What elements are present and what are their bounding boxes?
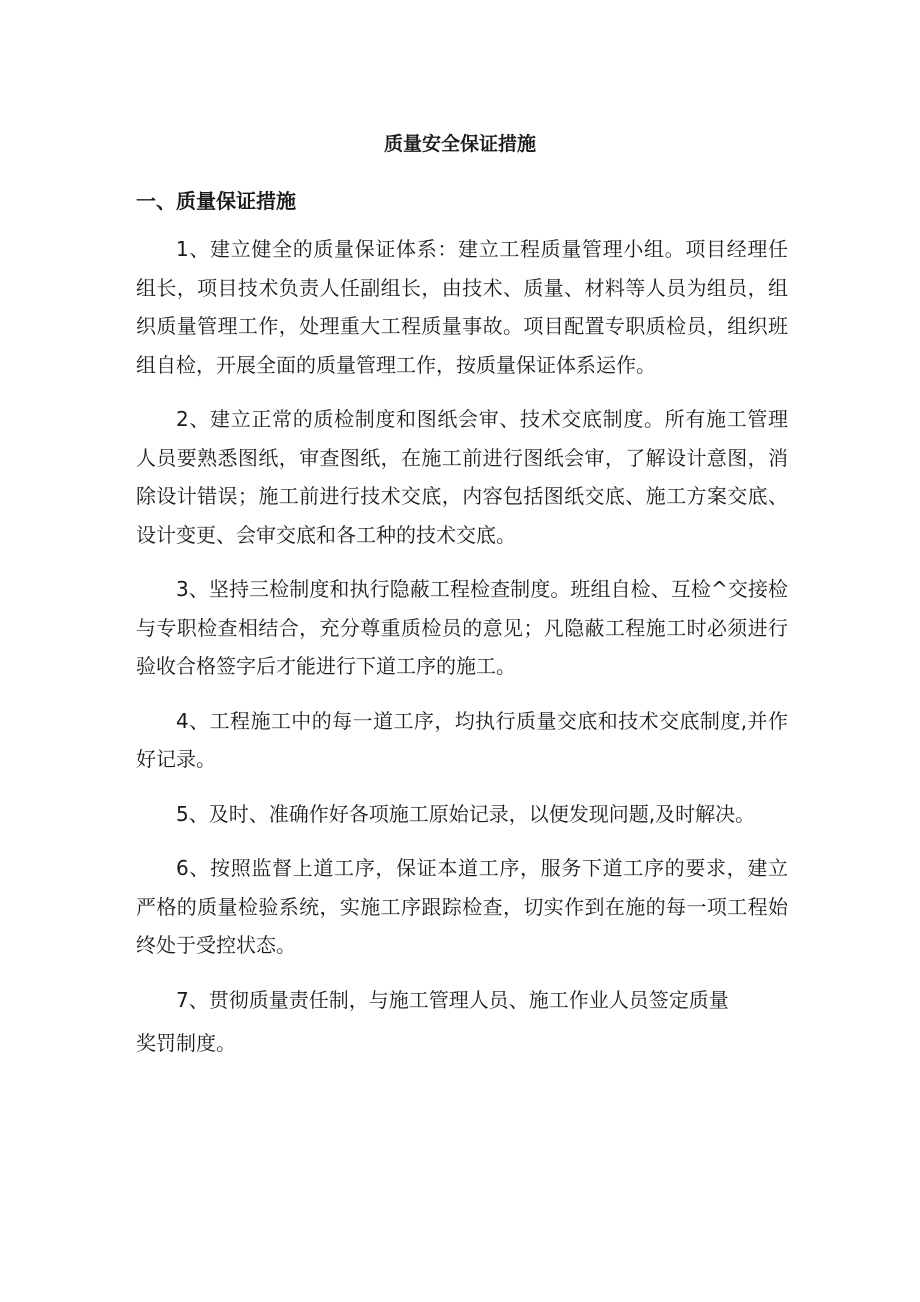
paragraph-2: 2、建立正常的质检制度和图纸会审、技术交底制度。所有施工管理人员要熟悉图纸，审查图纸，在施工前进行图纸会审，了解设计意图，消除设计错误；施工前进行技术交底，内容包括图纸交底、施工方案交底、设计变更、会审交底和各工种的技术交底。: [136, 407, 788, 547]
document-body: [136, 230, 788, 1063]
paragraph-6: 6、按照监督上道工序，保证本道工序，服务下道工序的要求，建立严格的质量检验系统，实施工序跟踪检查，切实作到在施的每一项工程始终处于受控状态。: [136, 856, 788, 957]
paragraph-4: 4、工程施工中的每一道工序，均执行质量交底和技术交底制度,并作好记录。: [136, 708, 788, 771]
document-title: 质量安全保证措施: [383, 133, 536, 155]
paragraph-7: 7、贯彻质量责任制，与施工管理人员、施工作业人员签定质量: [176, 987, 729, 1012]
paragraph-5: 5、及时、准确作好各项施工原始记录，以便发现问题,及时解决。: [176, 801, 756, 826]
paragraph-3: 3、坚持三检制度和执行隐蔽工程检查制度。班组自检、互检^交接检与专职检查相结合，充分尊重质检员的意见；凡隐蔽工程施工时必须进行验收合格签字后才能进行下道工序的施工。: [136, 577, 788, 678]
section-heading: 一、质量保证措施: [136, 189, 296, 213]
paragraph-1: 1、建立健全的质量保证体系：建立工程质量管理小组。项目经理任组长，项目技术负责人任副组长，由技术、质量、材料等人员为组员，组织质量管理工作，处理重大工程质量事故。项目配置专职质检员，组织班组自检，开展全面的质量管理工作，按质量保证体系运作。: [136, 237, 788, 377]
paragraph-7-continuation: 奖罚制度。: [136, 1031, 236, 1055]
